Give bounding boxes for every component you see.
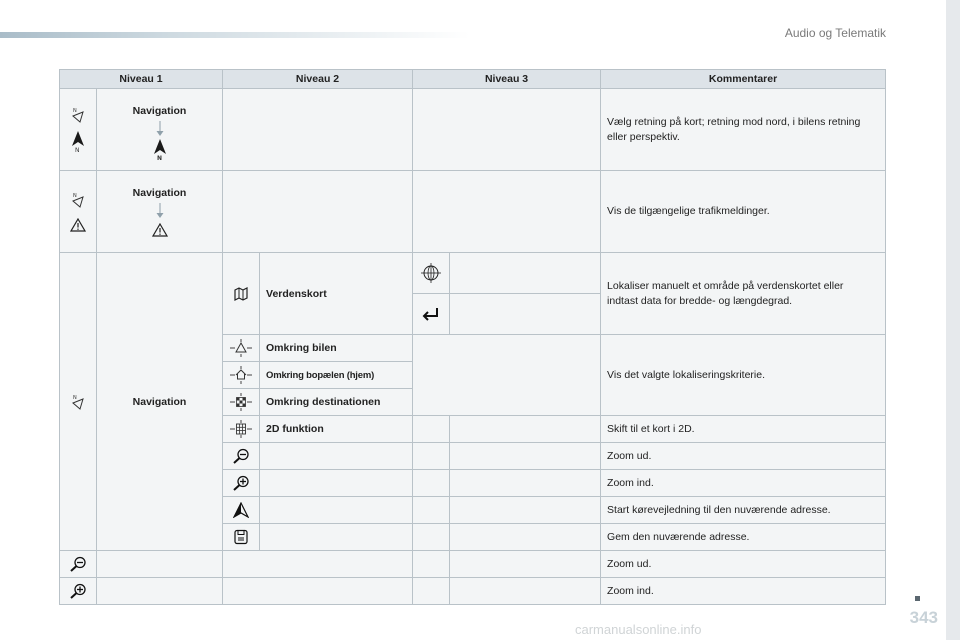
menu-table (59, 69, 886, 605)
cell-empty (413, 578, 450, 605)
cell-empty (450, 294, 601, 335)
cell-empty (97, 578, 223, 605)
cell-empty (450, 416, 601, 443)
omkring-bopael-label: Omkring bopælen (hjem) (260, 362, 413, 389)
cell-niveau-1 (97, 89, 223, 171)
cell-icon (223, 253, 260, 335)
table-row (60, 253, 886, 294)
column-header-niveau-1: Niveau 1 (60, 70, 223, 89)
cell-icon (223, 389, 260, 416)
table-row (60, 578, 886, 605)
comment-cell: Zoom ind. (601, 578, 886, 605)
navigation-arrow-icon (71, 107, 85, 123)
cell-empty (413, 89, 601, 171)
cell-empty (450, 253, 601, 294)
navigation-arrow-icon (71, 192, 85, 208)
comment-cell: Zoom ud. (601, 443, 886, 470)
cell-icon (60, 578, 97, 605)
section-title: Audio og Telematik (784, 26, 886, 40)
svg-text:N: N (156, 155, 162, 161)
cell-empty (223, 578, 413, 605)
cell-empty (413, 551, 450, 578)
cell-empty (223, 89, 413, 171)
cell-empty (260, 497, 413, 524)
comment-cell: Zoom ind. (601, 470, 886, 497)
watermark: carmanualsonline.info (575, 622, 702, 637)
cell-niveau-1 (97, 171, 223, 253)
cell-empty (450, 578, 601, 605)
table-row (60, 171, 886, 253)
destination-location-icon (230, 393, 252, 411)
cell-empty (223, 551, 413, 578)
cell-icons (60, 171, 97, 253)
cell-icon (223, 443, 260, 470)
cell-empty (450, 497, 601, 524)
cell-icon (413, 294, 450, 335)
verdenskort-label: Verdenskort (260, 253, 413, 335)
cell-empty (97, 551, 223, 578)
cell-empty (260, 443, 413, 470)
column-header-niveau-2: Niveau 2 (223, 70, 413, 89)
cell-empty (450, 443, 601, 470)
down-arrow-icon (155, 203, 165, 219)
comment-cell: Zoom ud. (601, 551, 886, 578)
comment-cell: Skift til et kort i 2D. (601, 416, 886, 443)
zoom-out-icon (68, 556, 88, 572)
column-header-niveau-3: Niveau 3 (413, 70, 601, 89)
cell-empty (413, 335, 601, 416)
comment-cell: Gem den nuværende adresse. (601, 524, 886, 551)
cell-empty (450, 551, 601, 578)
home-location-icon (230, 366, 252, 384)
cell-icons (60, 253, 97, 551)
navigation-label: Navigation (132, 105, 187, 117)
comment-cell: Lokaliser manuelt et område på verdenskortet eller indtast data for bredde- og længdegrad. (601, 253, 886, 335)
cell-empty (413, 443, 450, 470)
cell-empty (260, 470, 413, 497)
svg-text:N: N (75, 146, 80, 153)
header-accent-bar (0, 32, 470, 38)
start-guidance-icon (233, 502, 249, 518)
cell-empty (450, 470, 601, 497)
svg-text:N: N (73, 394, 77, 401)
zoom-in-icon (231, 475, 251, 491)
svg-text:N: N (73, 192, 77, 199)
cell-empty (413, 524, 450, 551)
cell-icons (60, 89, 97, 171)
cell-empty (413, 171, 601, 253)
cell-icon (223, 524, 260, 551)
cell-empty (260, 524, 413, 551)
car-location-icon (230, 339, 252, 357)
omkring-destination-label: Omkring destinationen (260, 389, 413, 416)
cell-icon (413, 253, 450, 294)
cell-icon (223, 497, 260, 524)
down-arrow-icon (155, 121, 165, 137)
comment-cell: Vælg retning på kort; retning mod nord, i bilens retning eller perspektiv. (601, 89, 886, 171)
page-edge-strip (946, 0, 960, 640)
funktion-2d-label: 2D funktion (260, 416, 413, 443)
cell-empty (450, 524, 601, 551)
comment-cell: Start kørevejledning til den nuværende adresse. (601, 497, 886, 524)
zoom-out-icon (231, 448, 251, 464)
comment-cell: Vis det valgte lokaliseringskriterie. (601, 335, 886, 416)
navigation-arrow-icon (71, 394, 85, 410)
zoom-in-icon (68, 583, 88, 599)
svg-text:N: N (73, 107, 77, 114)
navigation-label: Navigation (132, 187, 187, 199)
cell-empty (413, 416, 450, 443)
cell-icon (223, 416, 260, 443)
navigation-label: Navigation (97, 253, 223, 551)
comment-cell: Vis de tilgængelige trafikmeldinger. (601, 171, 886, 253)
cell-empty (413, 470, 450, 497)
cell-icon (223, 470, 260, 497)
table-row (60, 89, 886, 171)
enter-icon (422, 307, 440, 321)
north-arrow-icon (153, 137, 167, 161)
north-arrow-icon (71, 129, 85, 153)
cell-icon (223, 335, 260, 362)
page-number: 343 (909, 608, 938, 627)
column-header-kommentarer: Kommentarer (601, 70, 886, 89)
table-row (60, 551, 886, 578)
warning-triangle-icon (70, 218, 86, 232)
page-marker (915, 596, 920, 601)
cell-empty (413, 497, 450, 524)
omkring-bilen-label: Omkring bilen (260, 335, 413, 362)
cell-icon (60, 551, 97, 578)
map-icon (233, 286, 249, 302)
map-2d-icon (230, 420, 252, 438)
warning-triangle-icon (152, 223, 168, 237)
globe-icon (421, 263, 441, 283)
cell-icon (223, 362, 260, 389)
cell-empty (223, 171, 413, 253)
save-icon (233, 529, 249, 545)
table-header-row (60, 70, 886, 89)
